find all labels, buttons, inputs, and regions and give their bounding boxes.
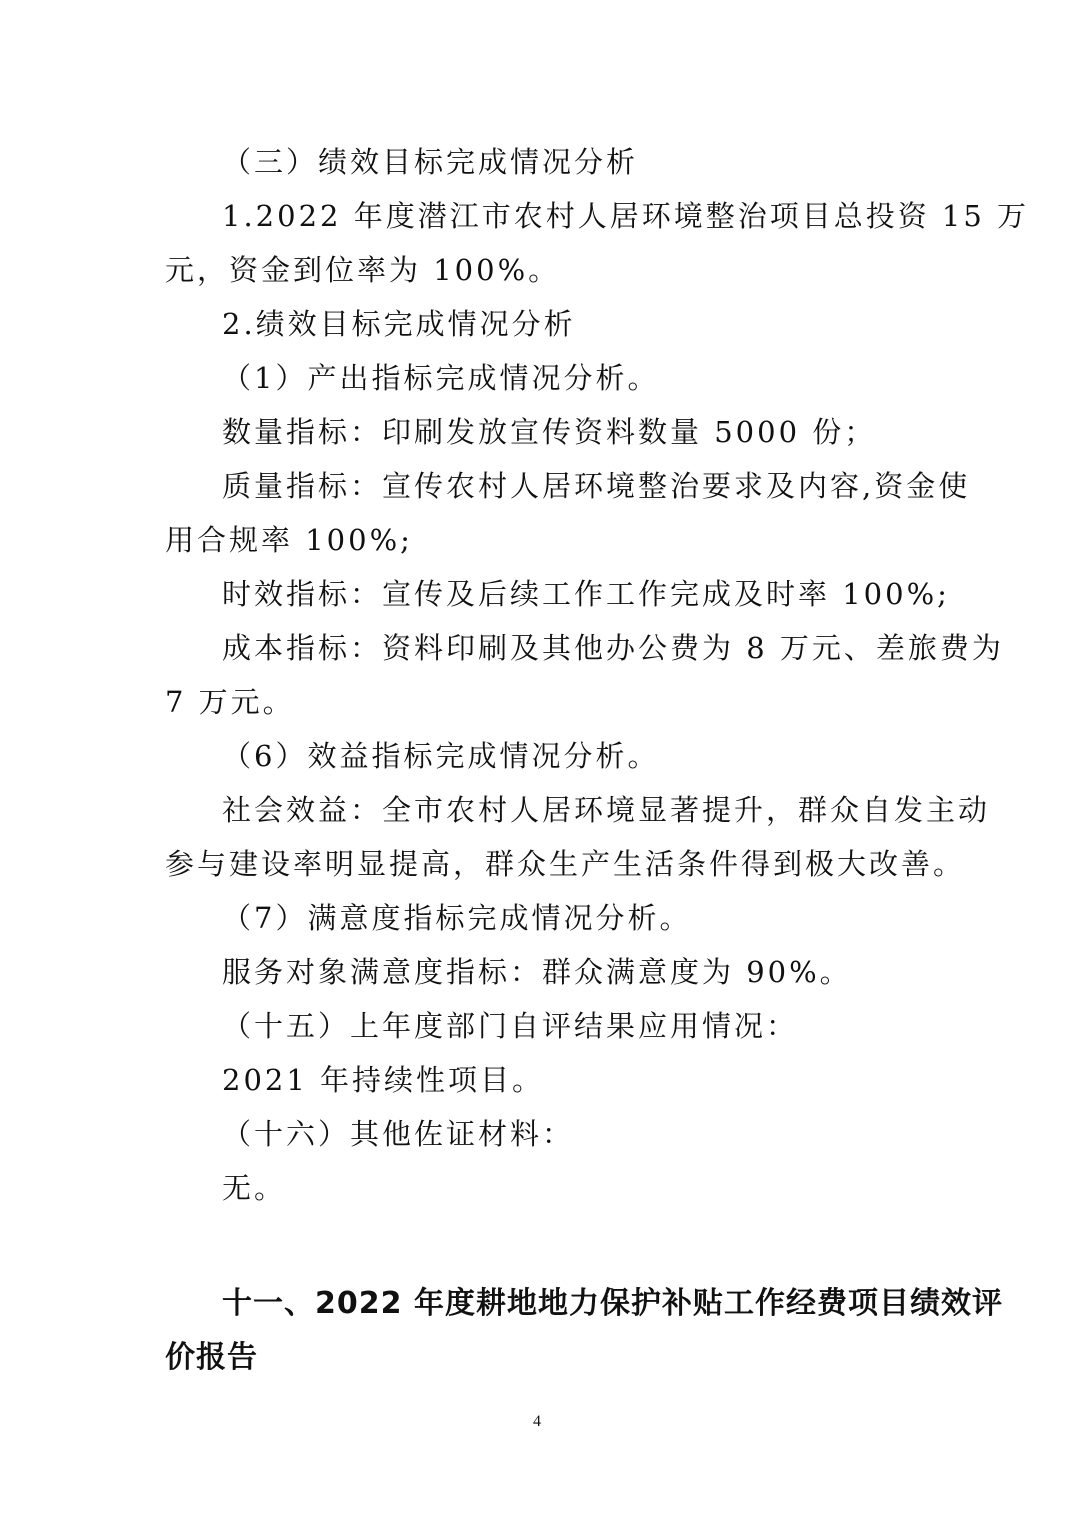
paragraph-line: （1）产出指标完成情况分析。	[222, 361, 660, 395]
page-number: 4	[533, 1413, 541, 1430]
paragraph-line: 时效指标：宣传及后续工作工作完成及时率 100%;	[222, 577, 950, 611]
paragraph-line: 用合规率 100%;	[165, 523, 413, 557]
paragraph-line: 2021 年持续性项目。	[222, 1063, 545, 1097]
paragraph-line: 元，资金到位率为 100%。	[165, 253, 561, 287]
subsection-heading: （十六）其他佐证材料：	[222, 1117, 575, 1151]
paragraph-line: 2.绩效目标完成情况分析	[222, 307, 576, 341]
paragraph-line: 成本指标：资料印刷及其他办公费为 8 万元、差旅费为	[222, 631, 1004, 665]
paragraph-line: （6）效益指标完成情况分析。	[222, 739, 660, 773]
subsection-heading: （三）绩效目标完成情况分析	[222, 145, 639, 179]
paragraph-line: （7）满意度指标完成情况分析。	[222, 901, 692, 935]
paragraph-line: 社会效益：全市农村人居环境显著提升，群众自发主动	[222, 793, 991, 827]
section-heading-continuation: 价报告	[165, 1340, 258, 1375]
paragraph-line: 数量指标：印刷发放宣传资料数量 5000 份；	[222, 415, 877, 449]
paragraph-line: 质量指标：宣传农村人居环境整治要求及内容,资金使	[222, 469, 971, 503]
paragraph-line: 7 万元。	[165, 685, 295, 719]
paragraph-line: 服务对象满意度指标：群众满意度为 90%。	[222, 955, 852, 989]
paragraph-line: 参与建设率明显提高，群众生产生活条件得到极大改善。	[165, 847, 966, 881]
section-heading: 十一、2022 年度耕地地力保护补贴工作经费项目绩效评	[222, 1286, 1003, 1321]
paragraph-line: 1.2022 年度潜江市农村人居环境整治项目总投资 15 万	[222, 199, 1030, 233]
subsection-heading: （十五）上年度部门自评结果应用情况：	[222, 1009, 799, 1043]
paragraph-line: 无。	[222, 1171, 287, 1205]
